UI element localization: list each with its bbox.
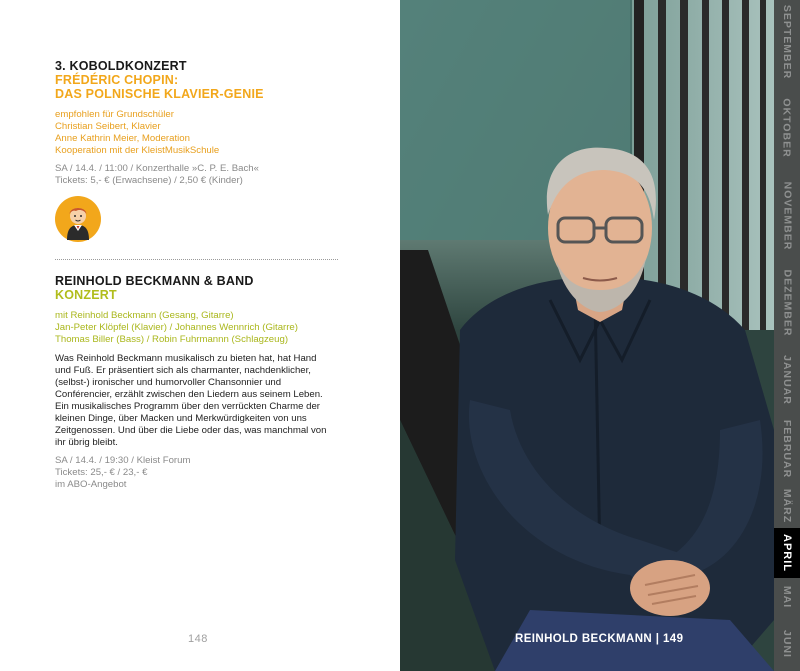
tab-dezember[interactable] xyxy=(774,260,800,346)
event-tickets: Tickets: 25,- € / 23,- € xyxy=(55,467,148,478)
kobold-kids-icon xyxy=(55,196,101,242)
tab-label: DEZEMBER xyxy=(781,269,794,337)
credit-line: empfohlen für Grundschüler xyxy=(55,109,174,120)
event-description xyxy=(55,353,345,449)
tab-label: NOVEMBER xyxy=(781,181,793,251)
tab-oktober[interactable] xyxy=(774,84,800,172)
tab-label: JANUAR xyxy=(781,355,794,405)
event-credits xyxy=(55,109,345,157)
tab-januar[interactable] xyxy=(774,346,800,414)
tab-label: FEBRUAR xyxy=(781,419,793,479)
tab-november[interactable] xyxy=(774,172,800,260)
footer-title xyxy=(515,633,683,645)
footer-artist: REINHOLD BECKMANN xyxy=(515,633,653,645)
tab-label: SEPTEMBER xyxy=(781,4,793,80)
credit-line: mit Reinhold Beckmann (Gesang, Gitarre) xyxy=(55,310,234,321)
footer-separator: | xyxy=(655,633,660,645)
tab-label: MAI xyxy=(781,585,793,609)
event-reinhold-beckmann xyxy=(55,274,345,491)
description-line: Zeitgenossen. Und über die Liebe oder das, was manchmal von xyxy=(55,425,327,436)
portrait-photo xyxy=(400,0,774,671)
description-line: ihr übrig bleibt. xyxy=(55,437,118,448)
page-number-right: 149 xyxy=(662,633,684,645)
section-divider xyxy=(55,259,338,260)
credit-line: Jan-Peter Klöpfel (Klavier) / Johannes Wennrich (Gitarre) xyxy=(55,322,298,333)
event-koboldkonzert xyxy=(55,59,345,187)
description-line: Was Reinhold Beckmann musikalisch zu bieten hat, hat Hand xyxy=(55,353,317,364)
description-line: kleinen Dinge, über Macken und Merkwürdigkeiten von uns xyxy=(55,413,307,424)
tab-februar[interactable] xyxy=(774,414,800,484)
right-page xyxy=(400,0,800,671)
tab-juni[interactable] xyxy=(774,616,800,671)
event-subtitle: KONZERT xyxy=(55,288,117,302)
event-meta xyxy=(55,163,345,187)
credit-line: Thomas Biller (Bass) / Robin Fuhrmannn (Schlagzeug) xyxy=(55,334,289,345)
event-credits xyxy=(55,310,345,346)
tab-label: APRIL xyxy=(781,534,793,572)
event-date-venue: SA / 14.4. / 11:00 / Konzerthalle »C. P. E. Bach« xyxy=(55,163,259,174)
event-subtitle-line2: DAS POLNISCHE KLAVIER-GENIE xyxy=(55,87,264,101)
description-line: Conférencier, erzählt zwischen den Liedern aus seinem Leben. xyxy=(55,389,323,400)
credit-line: Kooperation mit der KleistMusikSchule xyxy=(55,145,220,156)
tab-label: MÄRZ xyxy=(781,488,794,524)
tab-september[interactable] xyxy=(774,0,800,84)
page-number-left: 148 xyxy=(188,633,208,645)
tab-maerz[interactable] xyxy=(774,484,800,528)
event-title: REINHOLD BECKMANN & BAND xyxy=(55,274,254,288)
tab-label: OKTOBER xyxy=(781,98,793,158)
tab-label: JUNI xyxy=(781,629,793,658)
event-date-venue: SA / 14.4. / 19:30 / Kleist Forum xyxy=(55,455,191,466)
event-title: 3. KOBOLDKONZERT xyxy=(55,59,187,73)
description-line: und Fuß. Er präsentiert sich als charmanter, nachdenklicher, xyxy=(55,365,311,376)
credit-line: Anne Kathrin Meier, Moderation xyxy=(55,133,190,144)
event-subtitle-line1: FRÉDÉRIC CHOPIN: xyxy=(55,73,179,87)
description-line: (selbst-) ironischer und humorvoller Chansonnier und xyxy=(55,377,282,388)
month-tabs xyxy=(774,0,800,671)
tab-april[interactable] xyxy=(774,528,800,578)
event-tickets: Tickets: 5,- € (Erwachsene) / 2,50 € (Kinder) xyxy=(55,175,243,186)
description-line: Ein musikalisches Programm über den verrückten Charme der xyxy=(55,401,320,412)
event-meta xyxy=(55,455,345,491)
tab-mai[interactable] xyxy=(774,578,800,616)
event-subscription: im ABO-Angebot xyxy=(55,479,127,490)
credit-line: Christian Seibert, Klavier xyxy=(55,121,161,132)
